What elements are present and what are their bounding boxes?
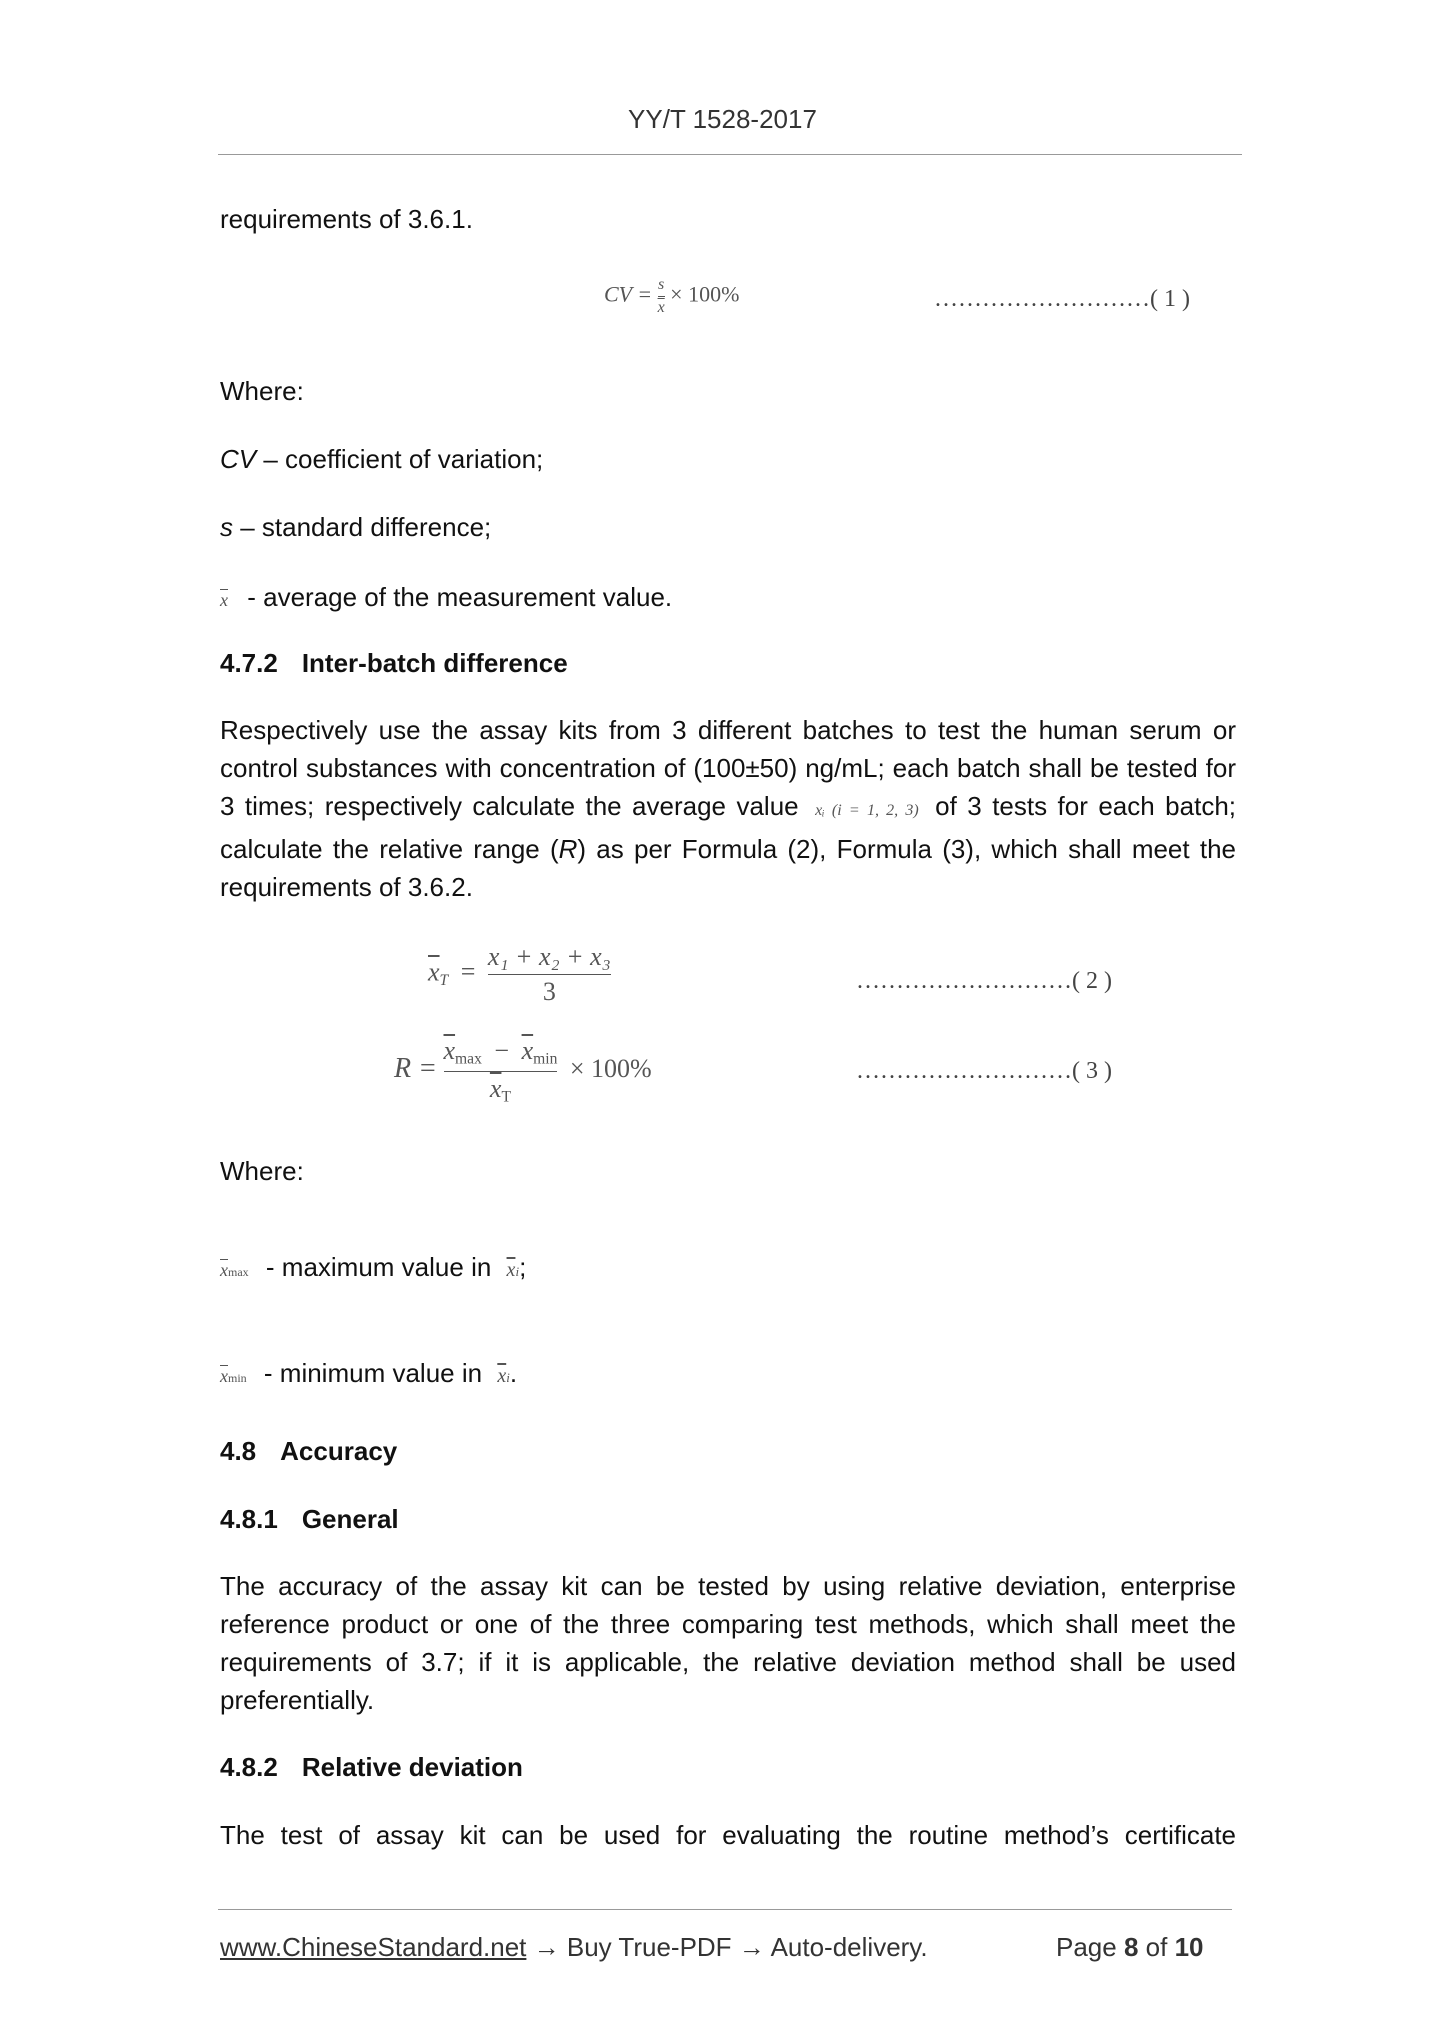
paragraph-4-7-2-part-a: Respectively use the assay kits from 3 different batches to test the human serum or control substances with concentration of (100±50) ng/mL; each batch shall be tested for 3 times; respectively calculate the average value bbox=[220, 715, 1236, 821]
formula-2-lhs-sub: T bbox=[439, 972, 449, 990]
def-x-max-ref-sub: i bbox=[515, 1264, 520, 1279]
page-label: Page bbox=[1056, 1932, 1117, 1962]
formula-1-dots: ……………………… bbox=[934, 286, 1150, 312]
footer-site-link[interactable]: www.ChineseStandard.net bbox=[220, 1932, 527, 1962]
formula-1-rhs: × 100% bbox=[670, 281, 740, 307]
def-x-max-end: ; bbox=[519, 1252, 527, 1282]
formula-3-num-a-sub: max bbox=[455, 1050, 482, 1068]
formula-3-num bbox=[444, 1036, 558, 1069]
formula-3-num-a: $\overline{x}$ bbox=[443, 1036, 456, 1065]
paragraph-4-7-2-part-c: ) as per Formula (2), Formula (3), which shall meet the requirements of 3.6.2. bbox=[220, 834, 1236, 902]
def-x-min-sub: min bbox=[228, 1371, 247, 1385]
heading-4-7-2-number: 4.7.2 bbox=[220, 648, 278, 678]
paragraph-4-7-2 bbox=[220, 711, 1236, 906]
formula-3-rhs: × 100% bbox=[569, 1054, 652, 1084]
def-s bbox=[220, 508, 1236, 546]
formula-1-num: s bbox=[658, 276, 665, 293]
paragraph-4-8-2: The test of assay kit can be used for evaluating the routine method’s certificate bbox=[220, 1820, 1236, 1850]
formula-1-tag: ( 1 ) bbox=[1150, 286, 1190, 312]
def-x-max-ref: $\overline{x}$ bbox=[506, 1259, 516, 1281]
def-x-min-text: - minimum value in bbox=[263, 1358, 483, 1388]
heading-4-8-number: 4.8 bbox=[220, 1436, 257, 1466]
def-x-text: - average of the measurement value. bbox=[247, 582, 673, 612]
formula-1-leader bbox=[934, 286, 1190, 313]
paragraph-4-7-2-part-b: of 3 tests for each batch; calculate the relative range ( bbox=[220, 791, 1236, 864]
formula-3-den-sub: T bbox=[501, 1088, 511, 1106]
formula-3 bbox=[394, 1036, 652, 1106]
def-x-min-ref: $\overline{x}$ bbox=[497, 1365, 507, 1387]
intro-paragraph: requirements of 3.6.1. bbox=[220, 204, 473, 234]
heading-4-7-2 bbox=[220, 644, 1236, 682]
formula-2-dots: ……………………… bbox=[856, 968, 1072, 994]
formula-3-leader bbox=[856, 1058, 1112, 1085]
heading-4-8-2-number: 4.8.2 bbox=[220, 1752, 278, 1782]
formula-3-num-b: $\overline{x}$ bbox=[521, 1036, 534, 1065]
def-cv bbox=[220, 440, 1236, 478]
heading-4-8-2 bbox=[220, 1748, 1236, 1786]
formula-2: $\overline{x}_T$ = $\frac{\text{x₁ + x₂ + x₃}}{3}$ bbox=[428, 942, 611, 1006]
inline-xi-range: xᵢ (i = 1, 2, 3) bbox=[815, 802, 919, 819]
page-number: 8 bbox=[1123, 1932, 1139, 1962]
page-total: 10 bbox=[1174, 1932, 1204, 1962]
def-x-min bbox=[220, 1354, 1236, 1397]
heading-4-8 bbox=[220, 1432, 1236, 1470]
formula-3-tag: ( 3 ) bbox=[1072, 1058, 1112, 1084]
formula-2-tag: ( 2 ) bbox=[1072, 968, 1112, 994]
formula-1 bbox=[604, 276, 739, 317]
formula-1-lhs: CV = bbox=[604, 281, 653, 307]
formula-1-den: x bbox=[657, 299, 665, 316]
def-x-min-ref-sub: i bbox=[506, 1370, 510, 1385]
def-x-max-symbol: $\overline{x}$ bbox=[220, 1260, 228, 1280]
heading-4-8-1-title: General bbox=[301, 1504, 399, 1534]
def-x-symbol: $\overline{x}$ bbox=[220, 590, 228, 610]
def-x-max bbox=[220, 1248, 1236, 1291]
formula-1-fraction bbox=[658, 276, 665, 317]
footer-promo-text: → Buy True-PDF → Auto-delivery. bbox=[526, 1932, 928, 1962]
where-label-1: Where: bbox=[220, 376, 304, 406]
page-indicator bbox=[1056, 1932, 1204, 1963]
formula-3-fraction bbox=[444, 1036, 558, 1106]
formula-3-lhs: R = bbox=[394, 1053, 437, 1085]
where-label-2: Where: bbox=[220, 1156, 304, 1186]
formula-2-lhs: $\overline{x}$ bbox=[428, 957, 440, 987]
def-x-max-sub: max bbox=[228, 1265, 249, 1279]
formula-2-fraction bbox=[488, 942, 611, 1007]
formula-2-den: 3 bbox=[542, 977, 556, 1006]
formula-2-leader bbox=[856, 968, 1112, 995]
formula-3-den: $\overline{x}$ bbox=[489, 1073, 502, 1103]
paragraph-4-8-1: The accuracy of the assay kit can be tested by using relative deviation, enterprise reference product or one of the three comparing test methods, which shall meet the requirements of 3.7; if it is applicable, the relative deviation method shall be used preferentially. bbox=[220, 1571, 1236, 1715]
formula-2-num: x₁ + x₂ + x₃ bbox=[487, 942, 611, 971]
paragraph-4-7-2-R: R bbox=[558, 834, 578, 864]
def-s-text: – standard difference; bbox=[233, 512, 492, 542]
formula-3-minus: − bbox=[494, 1036, 510, 1065]
def-s-symbol: s bbox=[220, 512, 233, 542]
def-x bbox=[220, 578, 1236, 619]
def-cv-symbol: CV bbox=[220, 444, 257, 474]
def-x-min-end: . bbox=[509, 1358, 518, 1388]
formula-3-dots: ……………………… bbox=[856, 1058, 1072, 1084]
footer-promo bbox=[220, 1932, 928, 1963]
def-cv-text: – coefficient of variation; bbox=[256, 444, 544, 474]
header-title: YY/T 1528-2017 bbox=[628, 104, 817, 134]
heading-4-8-1 bbox=[220, 1500, 1236, 1538]
def-x-max-text: - maximum value in bbox=[265, 1252, 492, 1282]
def-x-min-symbol: $\overline{x}$ bbox=[220, 1366, 228, 1386]
header-rule bbox=[218, 154, 1242, 155]
heading-4-8-2-title: Relative deviation bbox=[301, 1752, 523, 1782]
page-of-label: of bbox=[1145, 1932, 1168, 1962]
heading-4-8-1-number: 4.8.1 bbox=[220, 1504, 278, 1534]
heading-4-7-2-title: Inter-batch difference bbox=[301, 648, 568, 678]
footer-rule bbox=[218, 1909, 1232, 1910]
formula-3-num-b-sub: min bbox=[533, 1050, 558, 1068]
heading-4-8-title: Accuracy bbox=[280, 1436, 398, 1466]
